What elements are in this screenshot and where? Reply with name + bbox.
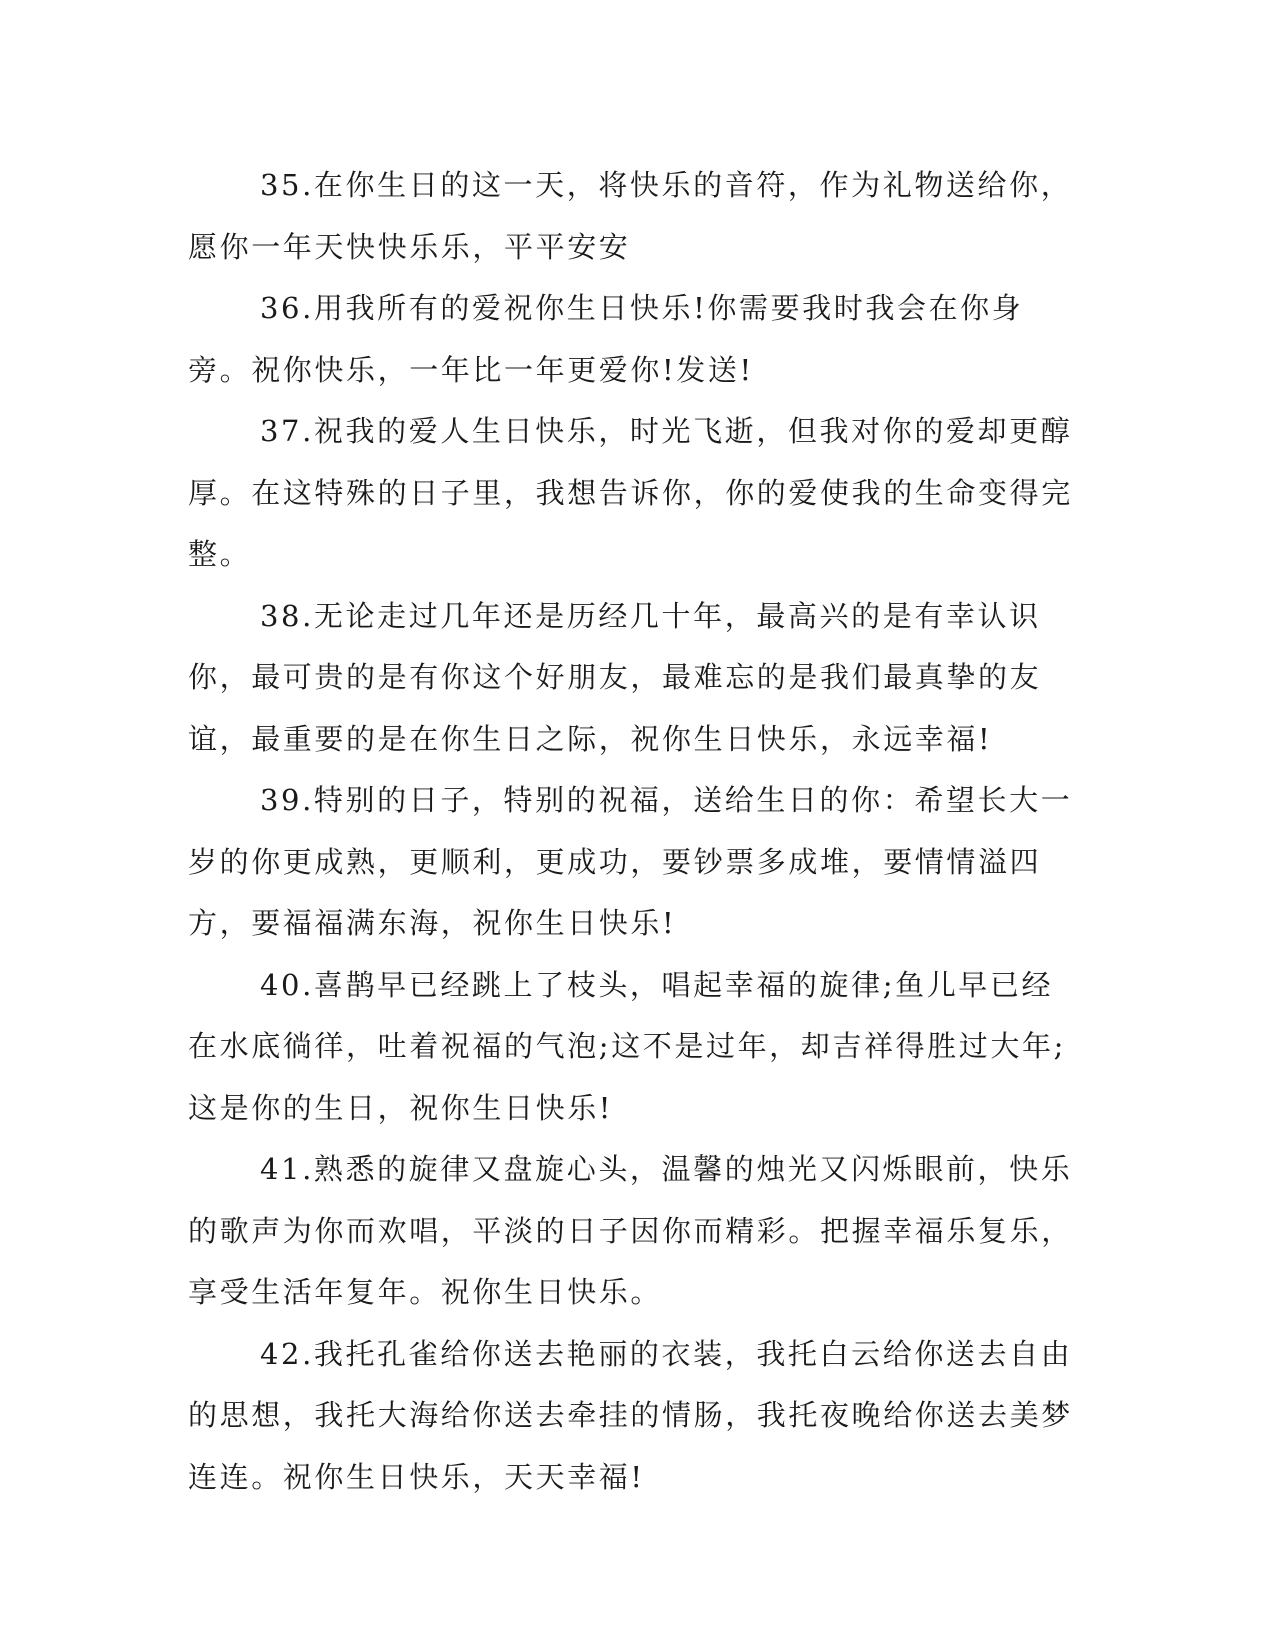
paragraph-40: 40.喜鹊早已经跳上了枝头，唱起幸福的旋律;鱼儿早已经在水底徜徉，吐着祝福的气泡;这不是过年，却吉祥得胜过大年;这是你的生日，祝你生日快乐!	[188, 967, 1066, 1125]
paragraph-35: 35.在你生日的这一天，将快乐的音符，作为礼物送给你，愿你一年天快快乐乐，平平安安	[188, 168, 1073, 264]
paragraph-41: 41.熟悉的旋律又盘旋心头，温馨的烛光又闪烁眼前，快乐的歌声为你而欢唱，平淡的日子因你而精彩。把握幸福乐复乐，享受生活年复年。祝你生日快乐。	[188, 1152, 1073, 1309]
paragraph-36: 36.用我所有的爱祝你生日快乐!你需要我时我会在你身旁。祝你快乐，一年比一年更爱你!发送!	[188, 291, 1024, 387]
paragraph-37: 37.祝我的爱人生日快乐，时光飞逝，但我对你的爱却更醇厚。在这特殊的日子里，我想告诉你，你的爱使我的生命变得完整。	[188, 414, 1073, 571]
paragraph-38: 38.无论走过几年还是历经几十年，最高兴的是有幸认识你，最可贵的是有你这个好朋友，最难忘的是我们最真挚的友谊，最重要的是在你生日之际，祝你生日快乐，永远幸福!	[188, 598, 1042, 756]
paragraph-42: 42.我托孔雀给你送去艳丽的衣装，我托白云给你送去自由的思想，我托大海给你送去牵挂的情肠，我托夜晚给你送去美梦连连。祝你生日快乐，天天幸福!	[188, 1336, 1073, 1494]
document-body	[188, 155, 1078, 1508]
paragraph-39: 39.特别的日子，特别的祝福，送给生日的你：希望长大一岁的你更成熟，更顺利，更成功，要钞票多成堆，要情情溢四方，要福福满东海，祝你生日快乐!	[188, 783, 1073, 940]
